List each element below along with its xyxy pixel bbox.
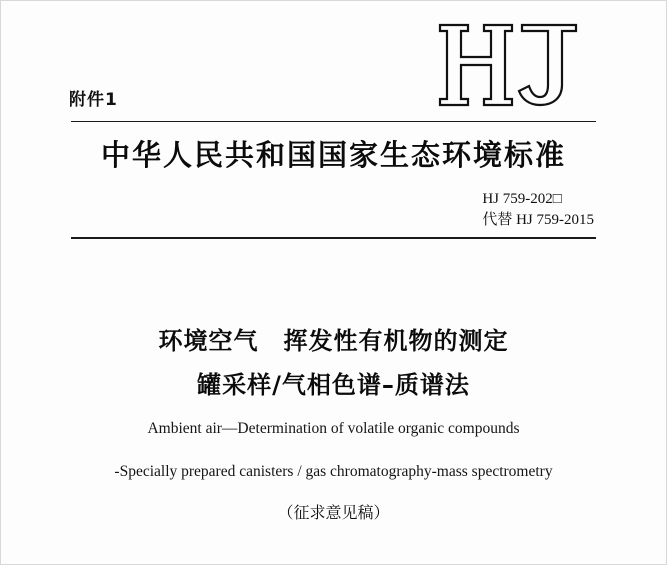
divider-bottom (71, 237, 596, 239)
standard-code: HJ 759-202□ (482, 191, 562, 207)
attachment-label: 附件1 (69, 90, 118, 110)
subject-title-cn-line1: 环境空气 挥发性有机物的测定 (158, 327, 509, 355)
organization-title: 中华人民共和国国家生态环境标准 (100, 138, 566, 172)
subject-title-en-line1: Ambient air—Determination of volatile organic compounds (147, 420, 520, 437)
divider-top (71, 121, 596, 122)
subject-title-en-line2: -Specially prepared canisters / gas chromatography-mass spectrometry (114, 463, 553, 480)
hj-logo (434, 19, 594, 111)
standard-code-block (482, 189, 594, 231)
replaced-standard-code: 代替 HJ 759-2015 (482, 212, 594, 228)
subject-title-cn-line2: 罐采样/气相色谱–质谱法 (197, 371, 470, 399)
draft-status-note: （征求意见稿） (277, 503, 390, 522)
